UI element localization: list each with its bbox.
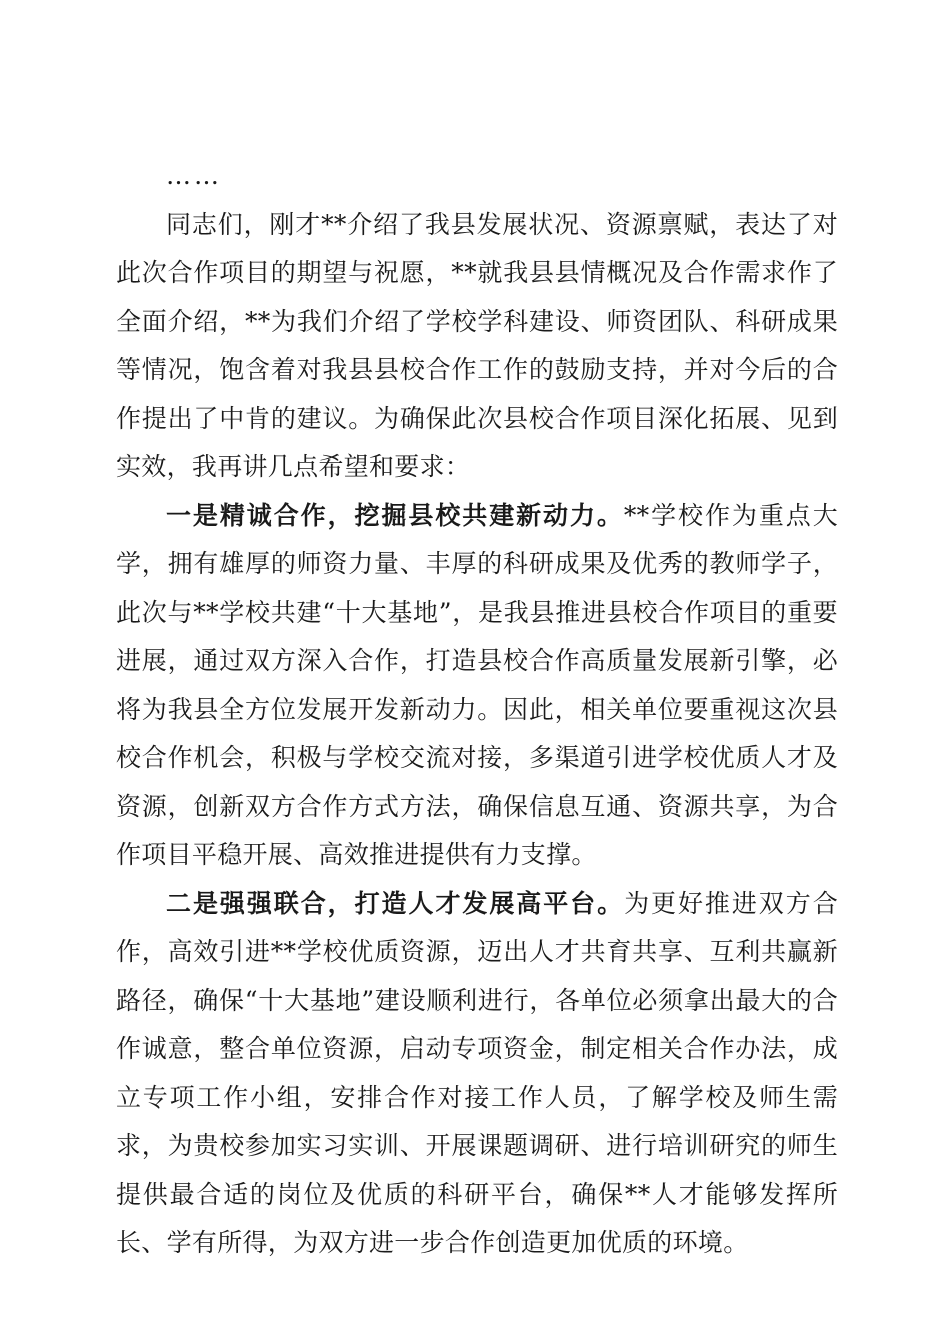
paragraph-point-one [116,492,838,880]
paragraph-text: 为更好推进双方合作，高效引进**学校优质资源，迈出人才共育共享、互利共赢新路径，确保“十大基地”建设顺利进行，各单位必须拿出最大的合作诚意，整合单位资源，启动专项资金，制定相关合作办法，成立专项工作小组，安排合作对接工作人员，了解学校及师生需求，为贵校参加实习实训、开展课题调研、进行培训研究的师生提供最合适的岗位及优质的科研平台，确保**人才能够发挥所长、学有所得，为双方进一步合作创造更加优质的环境。 [116,888,838,1257]
paragraph-text: **学校作为重点大学，拥有雄厚的师资力量、丰厚的科研成果及优秀的教师学子，此次与**学校共建“十大基地”，是我县推进县校合作项目的重要进展，通过双方深入合作，打造县校合作高质量发展新引擎，必将为我县全方位发展开发新动力。因此，相关单位要重视这次县校合作机会，积极与学校交流对接，多渠道引进学校优质人才及资源，创新双方合作方式方法，确保信息互通、资源共享，为合作项目平稳开展、高效推进提供有力支撑。 [116,500,838,869]
ellipsis-line: …… [166,161,222,190]
paragraph-lead: 一是精诚合作，挖掘县校共建新动力。 [166,500,624,530]
paragraph-lead: 二是强强联合，打造人才发展高平台。 [166,888,625,918]
document-body [116,152,838,1268]
paragraph-intro [116,201,838,492]
paragraph-text: 同志们，刚才**介绍了我县发展状况、资源禀赋，表达了对此次合作项目的期望与祝愿，**就我县县情概况及合作需求作了全面介绍，**为我们介绍了学校学科建设、师资团队、科研成果等情况，饱含着对我县县校合作工作的鼓励支持，并对今后的合作提出了中肯的建议。为确保此次县校合作项目深化拓展、见到实效，我再讲几点希望和要求： [116,209,838,481]
paragraph-point-two [116,880,838,1268]
